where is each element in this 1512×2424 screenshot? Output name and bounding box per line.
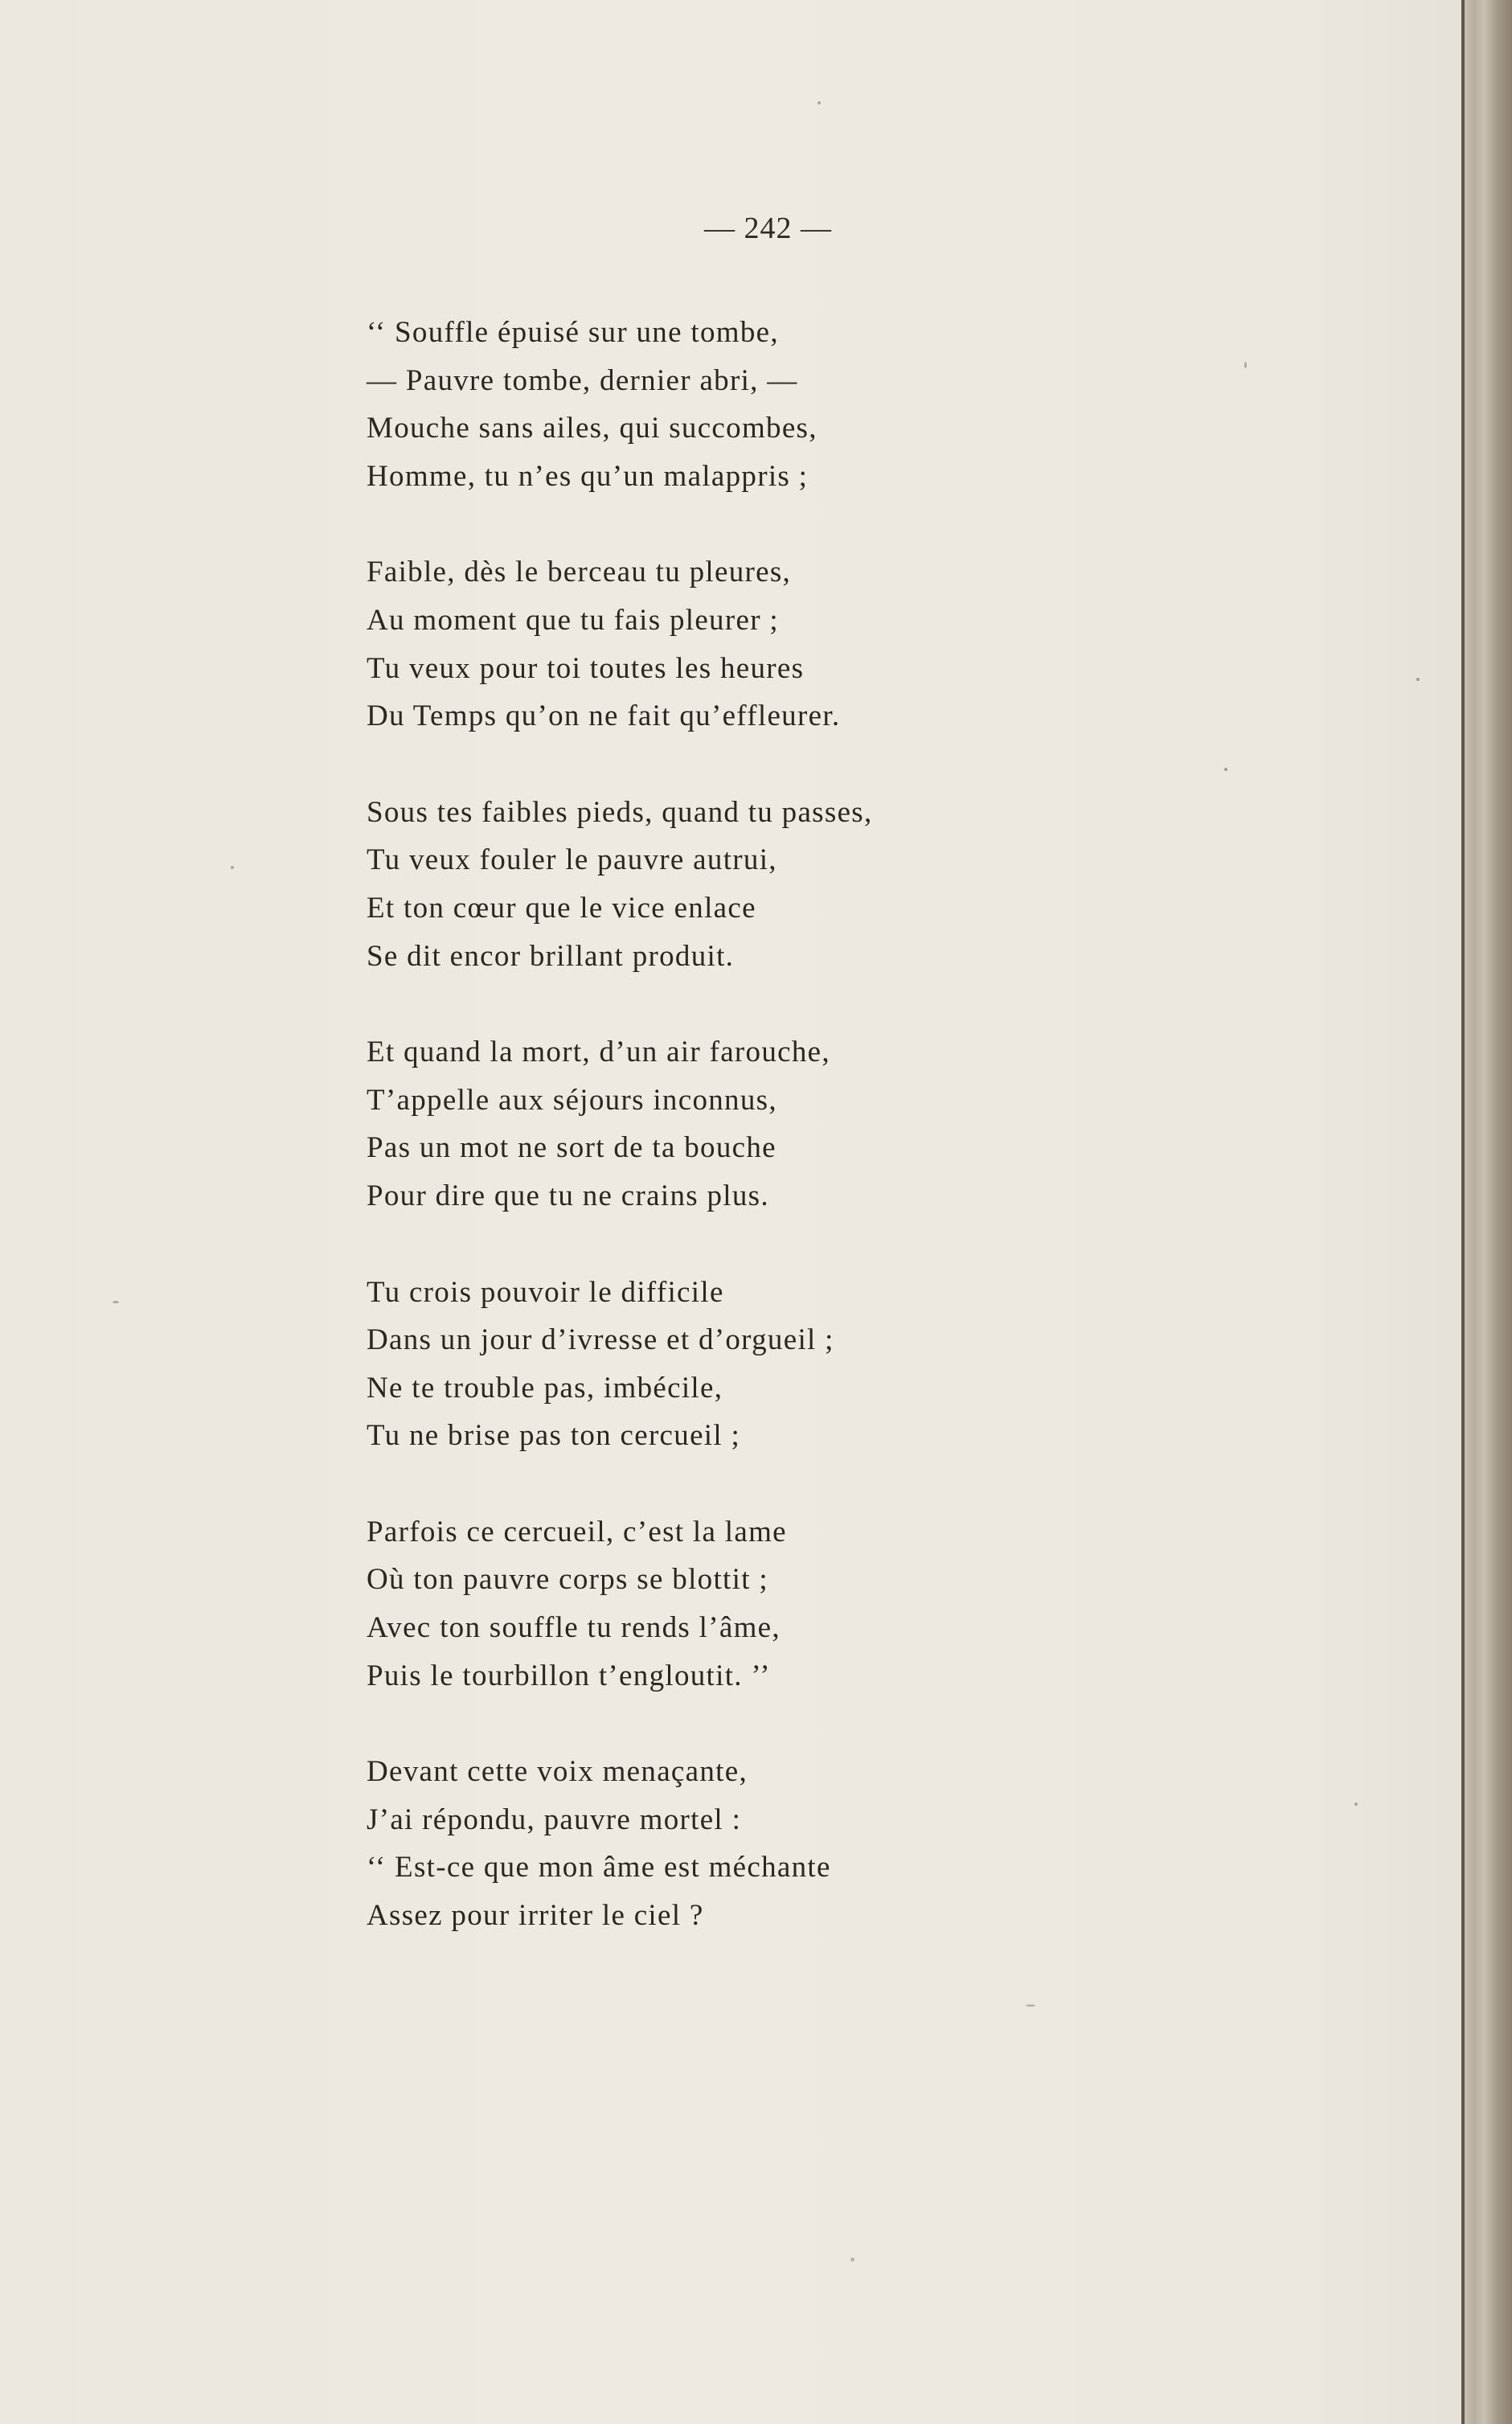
poem-line: — Pauvre tombe, dernier abri, — bbox=[367, 363, 798, 397]
poem-line: Parfois ce cercueil, c’est la lame bbox=[367, 1515, 787, 1548]
poem-line: Du Temps qu’on ne fait qu’effleurer. bbox=[367, 699, 841, 733]
poem-line: Tu crois pouvoir le difficile bbox=[367, 1275, 724, 1309]
poem-line: Faible, dès le berceau tu pleures, bbox=[367, 556, 792, 589]
stanza bbox=[367, 1508, 1170, 1700]
poem-line: Dans un jour d’ivresse et d’orgueil ; bbox=[367, 1323, 834, 1357]
poem-line: ‘‘ Est-ce que mon âme est méchante bbox=[367, 1851, 831, 1885]
paper-speck bbox=[1416, 678, 1420, 681]
paper-speck bbox=[817, 101, 821, 105]
poem-line: Ne te trouble pas, imbécile, bbox=[367, 1371, 723, 1405]
poem-line: ‘‘ Souffle épuisé sur une tombe, bbox=[367, 316, 779, 349]
poem-line: Tu veux fouler le pauvre autrui, bbox=[367, 843, 777, 877]
poem-line: Assez pour irriter le ciel ? bbox=[367, 1899, 704, 1933]
poem-line: Se dit encor brillant produit. bbox=[367, 939, 735, 973]
paper-speck bbox=[850, 2258, 854, 2262]
stanza bbox=[367, 789, 1170, 980]
book-gutter bbox=[1461, 0, 1512, 2424]
stanza bbox=[367, 1028, 1170, 1220]
poem-line: Tu ne brise pas ton cercueil ; bbox=[367, 1419, 741, 1453]
poem-line: Sous tes faibles pieds, quand tu passes, bbox=[367, 795, 873, 829]
poem-body bbox=[367, 309, 1170, 1988]
poem-line: J’ai répondu, pauvre mortel : bbox=[367, 1803, 742, 1836]
poem-line: Puis le tourbillon t’engloutit. ’’ bbox=[367, 1659, 771, 1692]
paper-speck bbox=[231, 866, 234, 869]
stanza bbox=[367, 1748, 1170, 1939]
poem-line: Mouche sans ailes, qui succombes, bbox=[367, 412, 817, 445]
paper-speck bbox=[1026, 2004, 1035, 2007]
poem-line: Et quand la mort, d’un air farouche, bbox=[367, 1036, 830, 1069]
stanza bbox=[367, 548, 1170, 740]
poem-line: Tu veux pour toi toutes les heures bbox=[367, 651, 805, 685]
poem-line: Homme, tu n’es qu’un malappris ; bbox=[367, 459, 809, 493]
poem-line: Devant cette voix menaçante, bbox=[367, 1755, 748, 1789]
poem-line: Où ton pauvre corps se blottit ; bbox=[367, 1563, 768, 1597]
poem-line: Et ton cœur que le vice enlace bbox=[367, 891, 756, 925]
paper-speck bbox=[1354, 1803, 1358, 1806]
paper-speck bbox=[1244, 362, 1247, 368]
poem-line: Pas un mot ne sort de ta bouche bbox=[367, 1131, 776, 1165]
paper-speck bbox=[113, 1301, 119, 1303]
page-edge-shadow bbox=[1461, 0, 1465, 2424]
poem-line: Avec ton souffle tu rends l’âme, bbox=[367, 1611, 781, 1645]
page-number: — 242 — bbox=[704, 211, 832, 245]
stanza bbox=[367, 309, 1170, 500]
poem-line: T’appelle aux séjours inconnus, bbox=[367, 1083, 777, 1117]
poem-line: Pour dire que tu ne crains plus. bbox=[367, 1179, 769, 1212]
poem-line: Au moment que tu fais pleurer ; bbox=[367, 603, 779, 637]
stanza bbox=[367, 1269, 1170, 1460]
paper-speck bbox=[1224, 768, 1227, 771]
